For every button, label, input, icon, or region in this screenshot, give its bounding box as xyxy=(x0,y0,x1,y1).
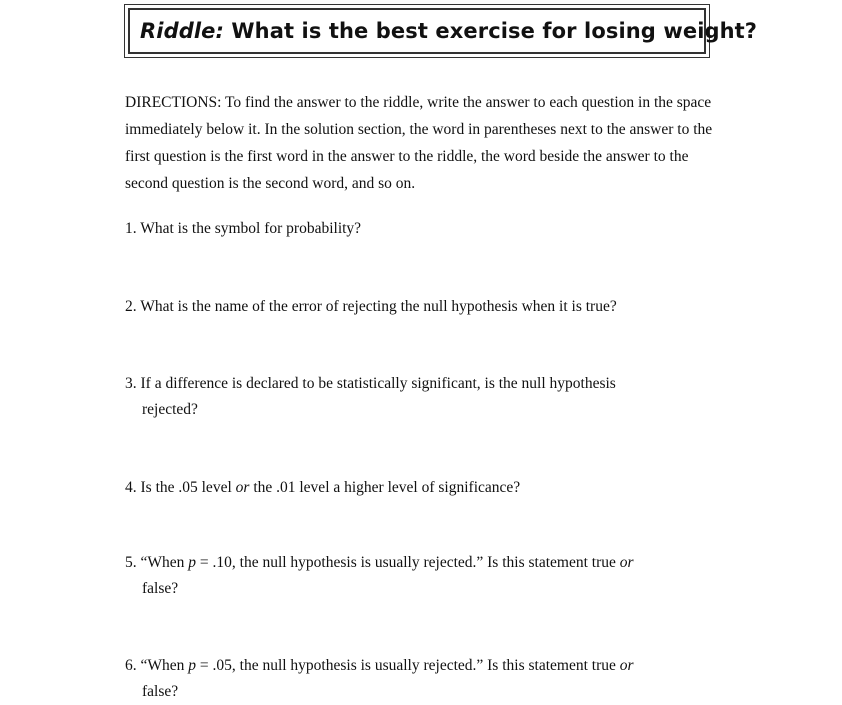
question-text: If a difference is declared to be statistically significant, is the null hypothesis xyxy=(140,375,616,392)
question-text: “When xyxy=(140,657,185,674)
question-number: 4. xyxy=(125,479,137,496)
p-symbol: p xyxy=(188,657,197,674)
question-text: = .10, the null hypothesis is usually rejected.” Is this statement true xyxy=(199,554,616,571)
question-6 xyxy=(125,653,725,705)
question-number: 3. xyxy=(125,375,137,392)
riddle-title-box xyxy=(124,4,758,58)
riddle-title xyxy=(128,8,758,54)
question-number: 1. xyxy=(125,220,137,237)
question-number: 5. xyxy=(125,554,137,571)
riddle-label: Riddle: xyxy=(140,19,224,43)
question-text: the .01 level a higher level of significance? xyxy=(253,479,521,496)
riddle-question: What is the best exercise for losing weight? xyxy=(231,19,758,43)
p-symbol: p xyxy=(188,554,197,571)
question-4 xyxy=(125,475,725,501)
question-text: Is the .05 level xyxy=(140,479,232,496)
question-text-continuation: false? xyxy=(142,683,179,700)
question-5 xyxy=(125,550,725,602)
question-3 xyxy=(125,371,725,423)
question-text: “When xyxy=(140,554,185,571)
question-text-continuation: rejected? xyxy=(142,401,198,418)
question-2 xyxy=(125,294,725,320)
question-number: 6. xyxy=(125,657,137,674)
question-emphasis: or xyxy=(619,554,634,571)
question-text: = .05, the null hypothesis is usually rejected.” Is this statement true xyxy=(199,657,616,674)
question-text-continuation: false? xyxy=(142,580,179,597)
question-number: 2. xyxy=(125,298,137,315)
directions-paragraph: DIRECTIONS: To find the answer to the riddle, write the answer to each question in the space immediately below it. In the solution section, the word in parentheses next to the answer to the first question is the first word in the answer to the riddle, the word beside the answer to the second question is the second word, and so on. xyxy=(125,94,713,192)
question-text: What is the symbol for probability? xyxy=(140,220,362,237)
question-text: What is the name of the error of rejecting the null hypothesis when it is true? xyxy=(140,298,617,315)
question-emphasis: or xyxy=(235,479,250,496)
question-emphasis: or xyxy=(619,657,634,674)
question-1 xyxy=(125,216,725,242)
